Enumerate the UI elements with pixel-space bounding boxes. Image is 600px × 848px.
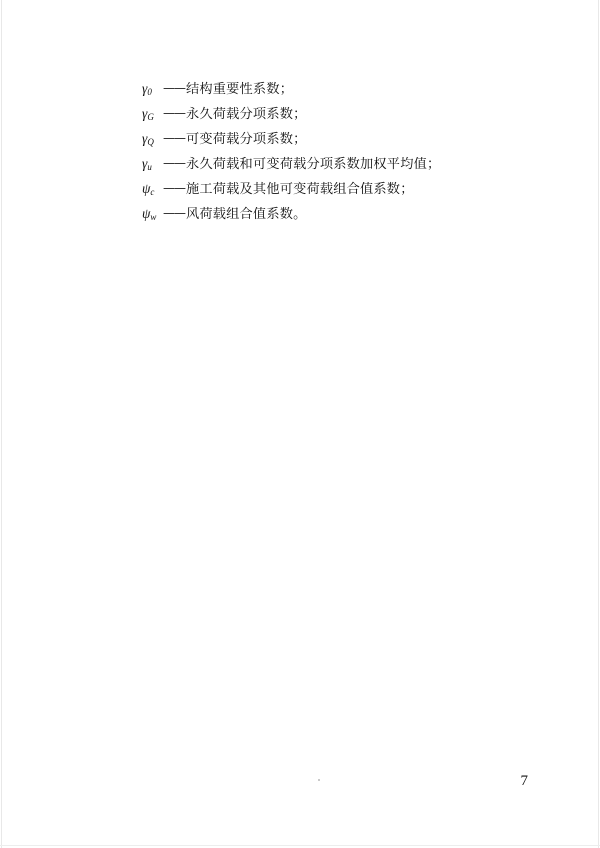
scan-artifact xyxy=(318,779,320,781)
symbol-description: 可变荷载分项系数； xyxy=(186,132,307,147)
symbol-description: 施工荷载及其他可变荷载组合值系数； xyxy=(186,182,414,197)
symbol-notation: $\gamma_0$ xyxy=(142,81,152,97)
symbol-description: 永久荷载和可变荷载分项系数加权平均值； xyxy=(186,157,441,172)
em-dash: —— xyxy=(163,206,185,220)
list-item xyxy=(142,78,542,103)
scan-edge-bottom xyxy=(0,845,600,846)
symbol-description: 永久荷载分项系数； xyxy=(186,107,307,122)
em-dash: —— xyxy=(163,81,185,95)
symbol-notation: $\psi_c$ xyxy=(142,181,155,197)
em-dash: —— xyxy=(163,131,185,145)
list-item xyxy=(142,178,542,203)
scan-edge-left xyxy=(1,0,2,848)
symbol-description: 结构重要性系数； xyxy=(186,82,294,97)
symbol-description: 风荷载组合值系数。 xyxy=(186,207,307,222)
symbol-definition-list xyxy=(142,78,542,228)
page-number: 7 xyxy=(520,773,528,789)
em-dash: —— xyxy=(163,106,185,120)
symbol-notation: $\psi_w$ xyxy=(142,206,157,222)
list-item xyxy=(142,103,542,128)
list-item xyxy=(142,203,542,228)
symbol-notation: $\gamma_u$ xyxy=(142,156,152,172)
list-item xyxy=(142,153,542,178)
list-item xyxy=(142,128,542,153)
em-dash: —— xyxy=(163,181,185,195)
scan-edge-right xyxy=(598,0,599,848)
em-dash: —— xyxy=(163,156,185,170)
symbol-notation: $\gamma_Q$ xyxy=(142,131,154,147)
symbol-notation: $\gamma_G$ xyxy=(142,106,154,122)
